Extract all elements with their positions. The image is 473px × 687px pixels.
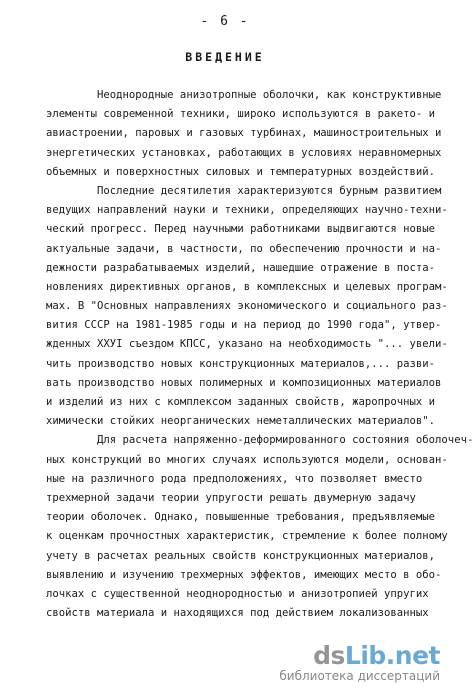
text-line: вать производство новых полимерных и композиционных материалов	[46, 376, 442, 389]
text-line: трехмерной задачи теории упругости решать двумерную задачу	[46, 491, 416, 504]
text-line: авиастроении, паровых и газовых турбинах, машиностроительных и	[46, 127, 442, 140]
watermark	[279, 643, 440, 683]
text-line: элементы современной техники, широко используются в ракето- и	[46, 108, 436, 121]
text-line: объемных и поверхностных силовых и температурных воздействий.	[46, 165, 436, 178]
logo-net: .net	[385, 641, 440, 670]
text-line: Последние десятилетия характеризуются бурным развитием	[46, 184, 442, 197]
text-line: Для расчета напряженно-деформированного состояния оболочеч-	[46, 434, 473, 447]
logo-lib: Lib	[344, 641, 386, 670]
text-line: ческий прогресс. Перед научными работниками выдвигаются новые	[46, 223, 436, 236]
text-line: дежности разрабатываемых изделий, нашедшие отражение в поста-	[46, 261, 436, 274]
text-line: вития СССР на 1981-1985 годы и на период до 1990 года", утвер-	[46, 319, 442, 332]
text-line: новлениях директивных органов, в комплексных и целевых програм-	[46, 280, 448, 293]
text-line: теории оболочек. Однако, повышенные требования, предъявляемые	[46, 511, 436, 524]
text-line: актуальные задачи, в частности, по обеспечению прочности и на-	[46, 242, 442, 255]
text-line: выявлению и изучению трехмерных эффектов, имеющих место в обо-	[46, 568, 442, 581]
text-line: к оценкам прочностных характеристик, стремление к более полному	[46, 530, 448, 543]
page-number: - 6 -	[200, 14, 250, 29]
section-heading: ВВЕДЕНИЕ	[185, 50, 265, 64]
text-line: жденных XXУI съездом КПСС, указано на необходимость "... увели-	[46, 338, 448, 351]
text-line: мах. В "Основных направлениях экономического и социального раз-	[46, 300, 448, 313]
logo-ds: ds	[313, 641, 345, 670]
text-line: ные на различного рода предположениях, что позволяет вместо	[46, 472, 423, 485]
text-line: и изделий из них с комплексом заданных свойств, жаропрочных и	[46, 396, 436, 408]
watermark-logo	[279, 643, 440, 669]
text-line: Неоднородные анизотропные оболочки, как конструктивные	[46, 89, 442, 101]
text-line: ведущих направлений науки и техники, определяющих научно-техни-	[46, 204, 448, 217]
text-line: энергетических установках, работающих в условиях неравномерных	[46, 146, 442, 159]
text-line: свойств материала и находящихся под действием локализованных	[46, 607, 429, 620]
text-line: лочках с существенной неоднородностью и анизотропией упругих	[46, 587, 429, 600]
text-line: чить производство новых конструкционных материалов,... разви-	[46, 357, 436, 370]
text-line: химически стойких неорганических неметаллических материалов".	[46, 415, 436, 428]
watermark-tagline: библиотека диссертаций	[279, 669, 440, 683]
body-text	[46, 86, 473, 623]
text-line: учету в расчетах реальных свойств конструкционных материалов,	[46, 549, 436, 562]
text-line: ных конструкций во многих случаях используются модели, основан-	[46, 453, 448, 466]
